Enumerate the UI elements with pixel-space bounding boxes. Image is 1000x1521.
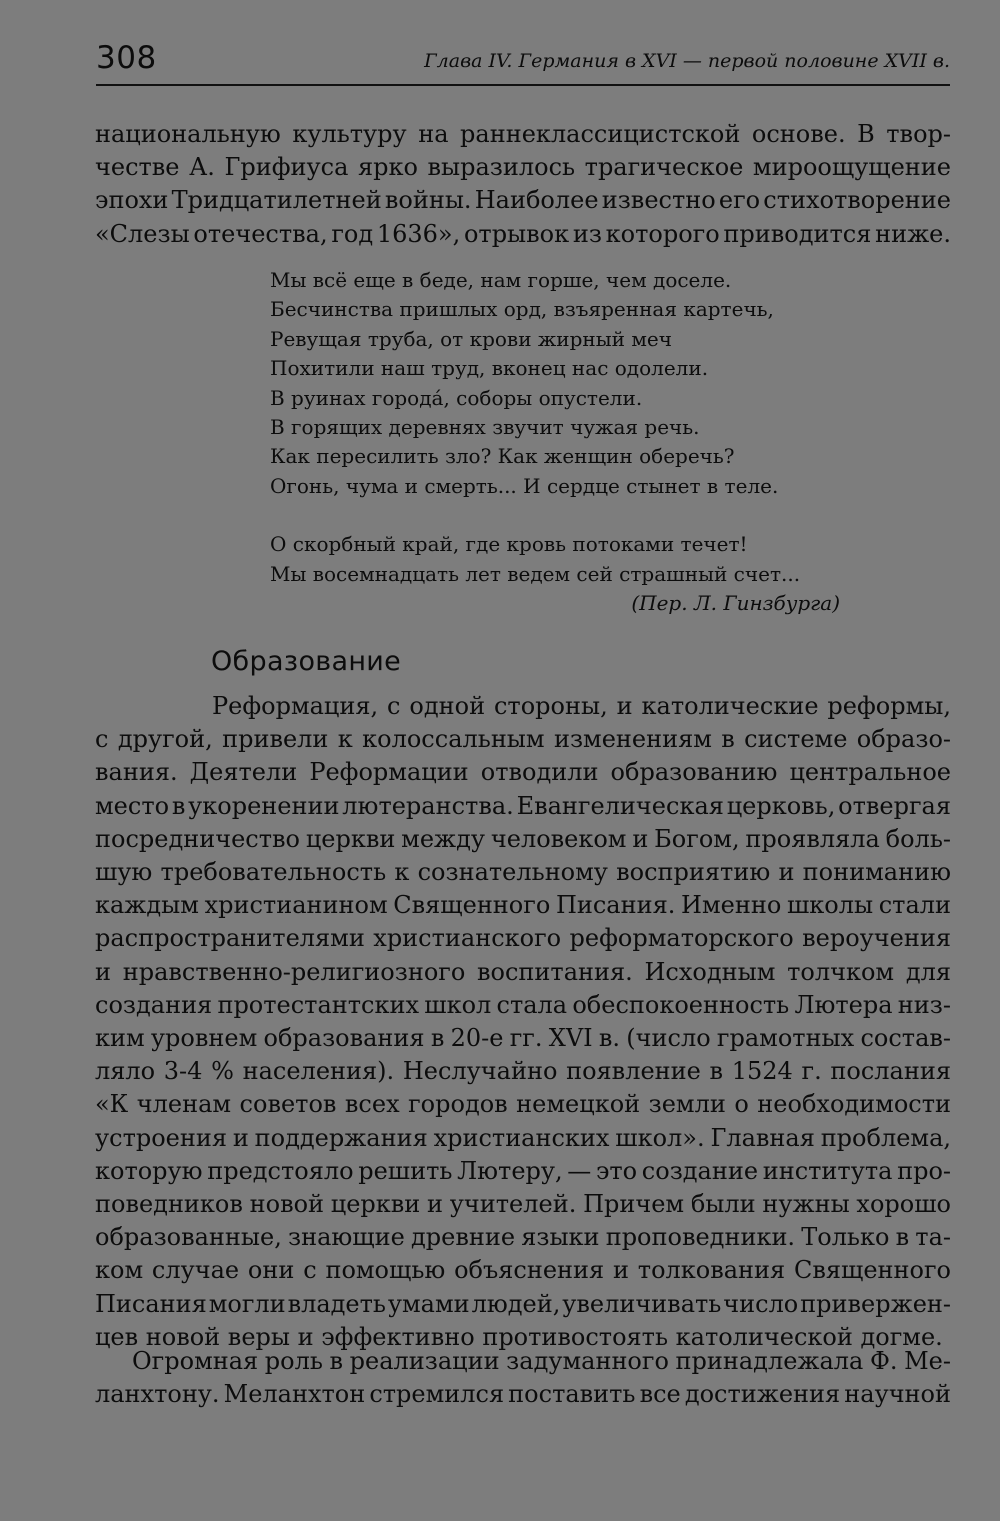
page-header <box>96 38 950 86</box>
intro-paragraph <box>95 118 951 251</box>
text-line: Писания могли владеть умами людей, увеличивать число привержен- <box>95 1289 952 1318</box>
text-line: «К членам советов всех городов немецкой земли о необходимости <box>95 1090 951 1119</box>
text-line: и нравственно-религиозного воспитания. Исходным толчком для <box>95 957 951 986</box>
poem-line: Как пересилить зло? Как женщин обеpечь? <box>270 444 735 469</box>
text-line: распространителями христианского реформаторского вероучения <box>95 924 951 953</box>
poem-line: В горящих деревнях звучит чужая речь. <box>270 415 700 440</box>
poem-line: В руинах города́, соборы опустели. <box>270 385 643 410</box>
text-line: образованные, знающие древние языки проповедники. Только в та- <box>95 1223 951 1252</box>
text-line: честве А. Грифиуса ярко выразилось трагическое мироощущение <box>95 153 951 182</box>
text-line: эпохи Тридцатилетней войны. Наиболее известно его стихотворение <box>95 186 951 215</box>
text-line: устроения и поддержания христианских школ». Главная проблема, <box>95 1123 951 1152</box>
poem-line: Похитили наш труд, вконец нас одолели. <box>270 356 709 381</box>
poem-line: Огонь, чума и смерть... И сердце стынет в теле. <box>270 473 779 498</box>
poem-line: Мы всё еще в беде, нам горше, чем доселе. <box>270 268 732 292</box>
text-line: которую предстояло решить Лютеру, — это создание института про- <box>95 1156 951 1185</box>
poem-line: Бесчинства пришлых орд, взъяренная картечь, <box>270 297 774 322</box>
text-line: поведников новой церкви и учителей. Причем были нужны хорошо <box>95 1190 951 1219</box>
poem-line: О скорбный край, где кровь потоками течет! <box>270 532 748 557</box>
section-paragraph-2 <box>95 1345 951 1411</box>
poem-line: Ревущая труба, от крови жирный меч <box>270 326 672 351</box>
text-line: с другой, привели к колоссальным изменениям в системе образо- <box>95 725 951 754</box>
running-head: Глава IV. Германия в XVI — первой половине XVII в. <box>424 50 950 72</box>
text-line: цев новой веры и эффективно противостоять католической догме. <box>95 1322 943 1351</box>
poem-line: Мы восемнадцать лет ведем сей страшный счет... <box>270 561 801 586</box>
text-line: Огромная роль в реализации задуманного принадлежала Ф. Ме- <box>132 1347 951 1375</box>
text-line: создания протестантских школ стала обеспокоенность Лютера низ- <box>95 990 951 1019</box>
text-line: ким уровнем образования в 20-е гг. XVI в. (число грамотных состав- <box>95 1024 951 1053</box>
stanza-gap <box>270 501 840 530</box>
text-line: каждым христианином Священного Писания. Именно школы стали <box>95 891 951 920</box>
text-line: национальную культуру на раннеклассицистской основе. В твор- <box>95 120 951 148</box>
page-number: 308 <box>96 40 157 76</box>
text-line: посредничество церкви между человеком и Богом, проявляла боль- <box>95 824 952 853</box>
section-title: Образование <box>211 646 402 677</box>
text-line: место в укоренении лютеранства. Евангелическая церковь, отвергая <box>95 791 951 820</box>
text-line: вания. Деятели Реформации отводили образованию центральное <box>95 758 951 787</box>
poem-excerpt <box>270 266 840 618</box>
text-line: ланхтону. Меланхтон стремился поставить все достижения научной <box>95 1380 951 1409</box>
text-line: ком случае они с помощью объяснения и толкования Священного <box>95 1256 951 1285</box>
section-paragraph-1 <box>95 690 951 1354</box>
text-line: «Слезы отечества, год 1636», отрывок из которого приводится ниже. <box>95 219 951 248</box>
text-line: ляло 3-4 % населения). Неслучайно появление в 1524 г. послания <box>95 1057 951 1086</box>
text-line: Реформация, с одной стороны, и католические реформы, <box>212 692 951 720</box>
translator-attribution: (Пер. Л. Гинзбурга) <box>631 591 840 616</box>
text-line: шую требовательность к сознательному восприятию и пониманию <box>95 858 951 887</box>
